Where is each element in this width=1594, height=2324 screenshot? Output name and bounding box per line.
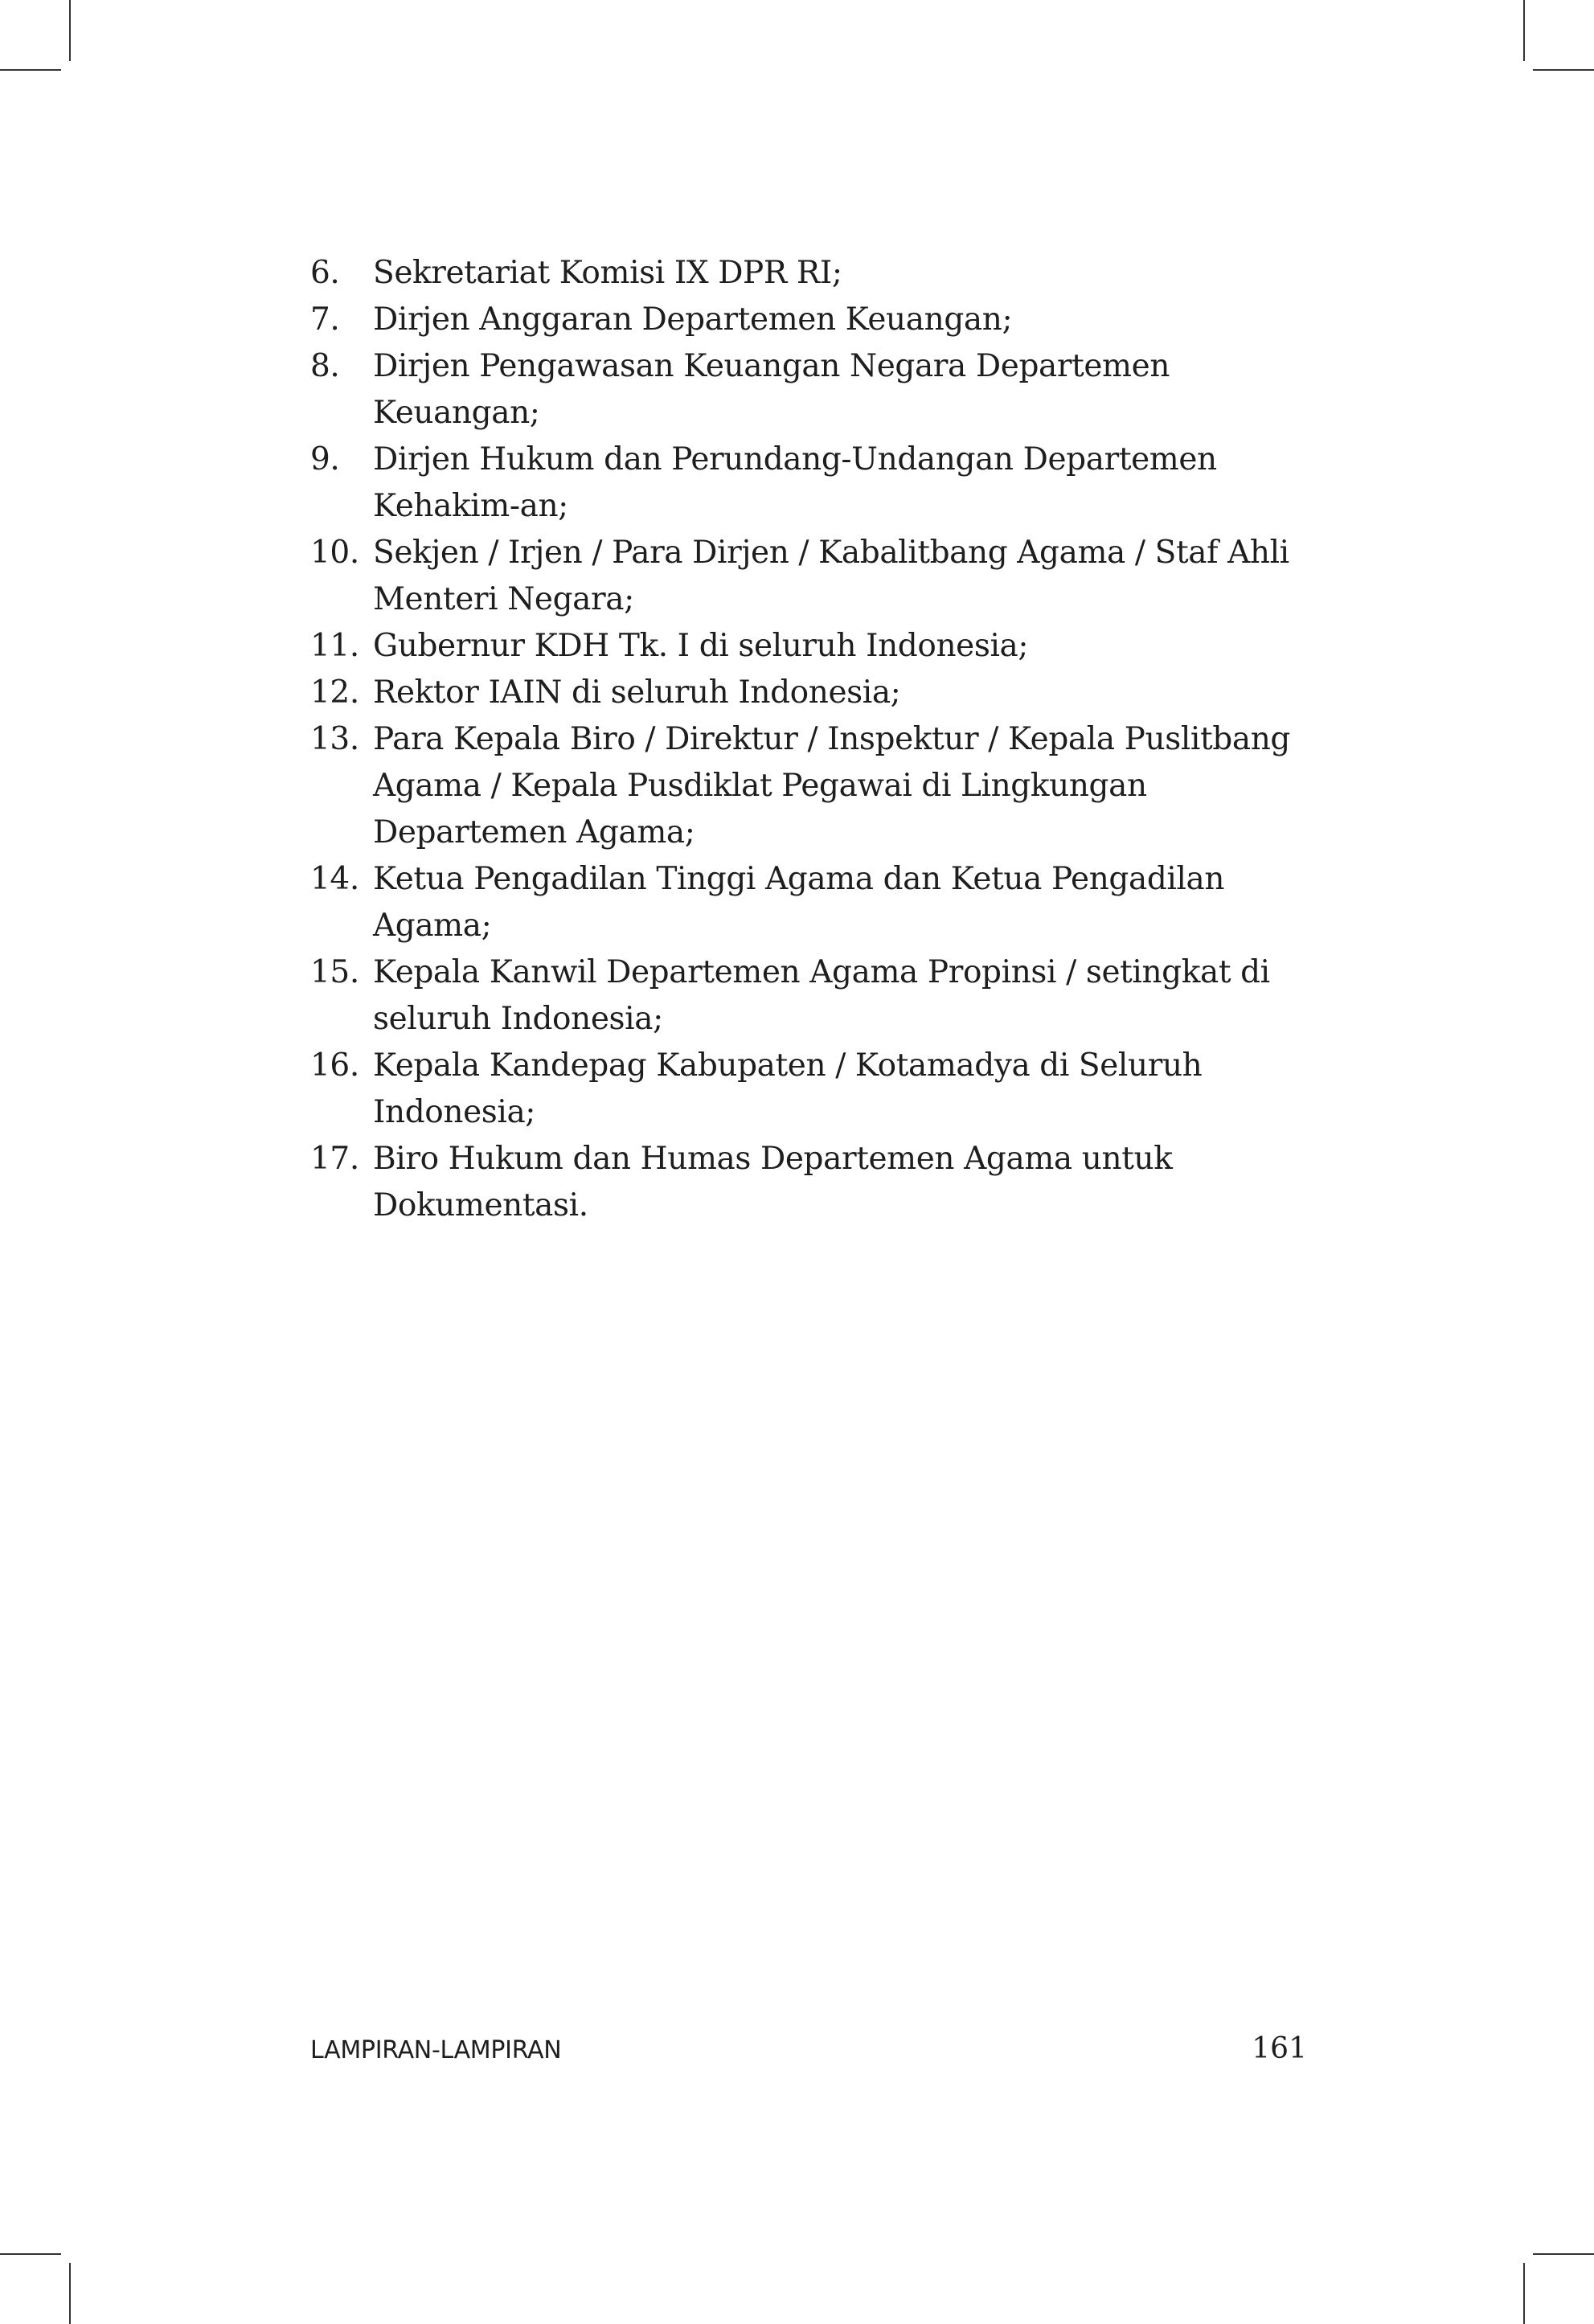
list-item-number: 7. xyxy=(310,301,340,338)
running-footer-title: LAMPIRAN-LAMPIRAN xyxy=(310,2036,562,2064)
list-item-number: 11. xyxy=(310,628,359,664)
list-item xyxy=(310,437,1307,530)
list-item-text: Dirjen Hukum dan Perundang-Undangan Departemen Kehakim-an; xyxy=(373,441,1217,524)
crop-mark-bottom-right-vertical xyxy=(1523,2263,1525,2324)
list-item xyxy=(310,716,1307,856)
list-item-text: Sekjen / Irjen / Para Dirjen / Kabalitbang Agama / Staf Ahli Menteri Negara; xyxy=(373,535,1289,617)
list-item xyxy=(310,949,1307,1043)
crop-mark-bottom-right-horizontal xyxy=(1533,2253,1594,2255)
list-item xyxy=(310,623,1307,670)
list-item xyxy=(310,1043,1307,1136)
list-item-text: Rektor IAIN di seluruh Indonesia; xyxy=(373,674,901,711)
list-item xyxy=(310,1136,1307,1229)
list-item-number: 8. xyxy=(310,348,340,384)
list-item-text: Biro Hukum dan Humas Departemen Agama untuk Dokumentasi. xyxy=(373,1141,1173,1223)
crop-mark-bottom-left-horizontal xyxy=(0,2253,61,2255)
list-item xyxy=(310,530,1307,623)
list-item xyxy=(310,343,1307,437)
list-item-text: Kepala Kandepag Kabupaten / Kotamadya di Seluruh Indonesia; xyxy=(373,1047,1203,1130)
list-item-number: 12. xyxy=(310,674,359,711)
page-number: 161 xyxy=(1252,2032,1307,2065)
list-item xyxy=(310,297,1307,343)
crop-mark-top-left-horizontal xyxy=(0,69,61,71)
crop-mark-bottom-left-vertical xyxy=(69,2263,71,2324)
list-item-number: 6. xyxy=(310,255,340,291)
list-item xyxy=(310,250,1307,297)
list-item-text: Kepala Kanwil Departemen Agama Propinsi / setingkat di seluruh Indonesia; xyxy=(373,954,1270,1037)
list-item-text: Para Kepala Biro / Direktur / Inspektur / Kepala Puslitbang Agama / Kepala Pusdiklat Pegawai di Lingkungan Departemen Agama; xyxy=(373,721,1290,850)
list-item-text: Ketua Pengadilan Tinggi Agama dan Ketua Pengadilan Agama; xyxy=(373,861,1225,944)
distribution-list xyxy=(310,250,1307,1229)
list-item-text: Dirjen Pengawasan Keuangan Negara Departemen Keuangan; xyxy=(373,348,1170,431)
list-item xyxy=(310,670,1307,716)
list-item-text: Dirjen Anggaran Departemen Keuangan; xyxy=(373,301,1013,338)
list-item-number: 14. xyxy=(310,861,359,897)
list-item-text: Gubernur KDH Tk. I di seluruh Indonesia; xyxy=(373,628,1029,664)
list-item-number: 9. xyxy=(310,441,340,478)
list-item-number: 10. xyxy=(310,535,359,571)
crop-mark-top-right-horizontal xyxy=(1533,69,1594,71)
list-item-number: 16. xyxy=(310,1047,359,1084)
list-item-number: 17. xyxy=(310,1141,359,1177)
crop-mark-top-right-vertical xyxy=(1523,0,1525,61)
list-item xyxy=(310,856,1307,949)
page-footer xyxy=(310,2032,1307,2065)
crop-mark-top-left-vertical xyxy=(69,0,71,61)
list-item-number: 13. xyxy=(310,721,359,757)
list-item-number: 15. xyxy=(310,954,359,990)
list-item-text: Sekretariat Komisi IX DPR RI; xyxy=(373,255,842,291)
